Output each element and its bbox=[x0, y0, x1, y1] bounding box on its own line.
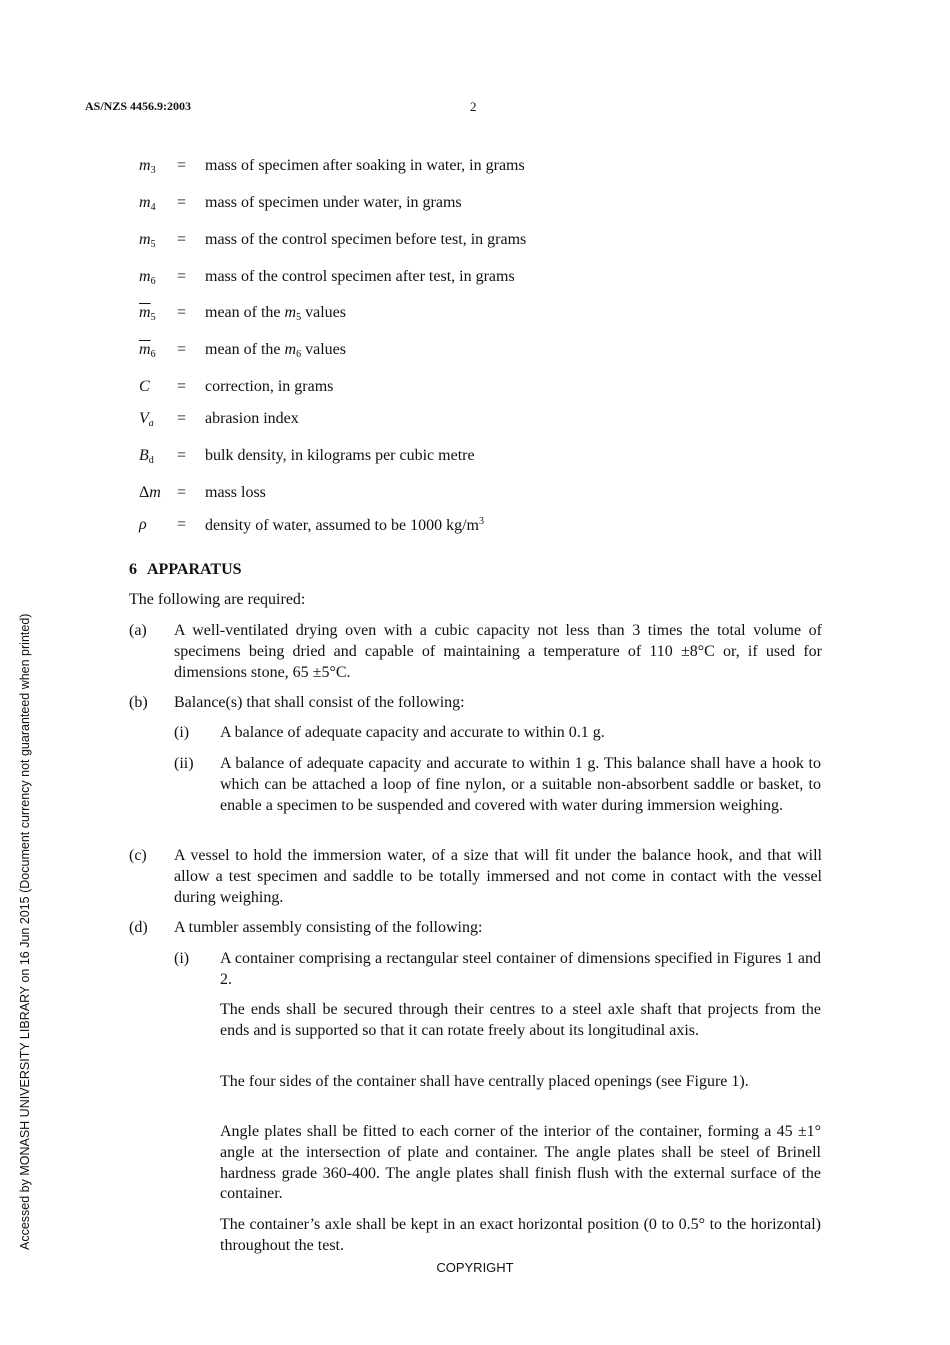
definition-text: correction, in grams bbox=[205, 378, 334, 395]
equals: = bbox=[177, 268, 187, 285]
list-label: (a) bbox=[129, 622, 147, 639]
section-number: 6 bbox=[129, 561, 137, 578]
definition-text: mass of specimen after soaking in water, in grams bbox=[205, 157, 525, 174]
symbol: $\overline{m}_6$ bbox=[139, 341, 156, 360]
copyright-footer: COPYRIGHT bbox=[436, 1260, 514, 1275]
definition-text: mass loss bbox=[205, 484, 266, 501]
list-label: (i) bbox=[174, 950, 190, 967]
list-text: A balance of adequate capacity and accurate to within 0.1 g. bbox=[220, 724, 605, 741]
symbol: $m_6$ bbox=[139, 268, 156, 287]
standard-id: AS/NZS 4456.9:2003 bbox=[85, 99, 192, 113]
symbol: $V_a$ bbox=[139, 410, 154, 429]
list-label: (c) bbox=[129, 847, 147, 864]
access-watermark: Accessed by MONASH UNIVERSITY LIBRARY on 16 Jun 2015 (Document currency not guaranteed when printed) bbox=[18, 613, 32, 1250]
paragraph-angle-plates: Angle plates shall be fitted to each corner of the interior of the container, forming a 45 ±1° angle at the intersection of plate and container. The angle plates shall be steel of Brinell hardness grade 360-400. The angle plates shall finish flush with the external surface of the container. bbox=[220, 1123, 821, 1203]
equals: = bbox=[177, 341, 187, 358]
equals: = bbox=[177, 410, 187, 427]
definition-text: mass of specimen under water, in grams bbox=[205, 194, 462, 211]
symbol: $m_3$ bbox=[139, 157, 156, 176]
list-text: A tumbler assembly consisting of the following: bbox=[174, 919, 483, 936]
section-intro: The following are required: bbox=[129, 591, 306, 608]
equals: = bbox=[177, 304, 187, 321]
paragraph-axle-shaft: The ends shall be secured through their centres to a steel axle shaft that projects from the ends and is supported so that it can rotate freely about its longitudinal axis. bbox=[220, 1001, 821, 1039]
equals: = bbox=[177, 194, 187, 211]
definition-text: mass of the control specimen after test, in grams bbox=[205, 268, 515, 285]
definition-text: mean of the $m_5$ values bbox=[205, 304, 346, 323]
list-text: A balance of adequate capacity and accurate to within 1 g. This balance shall have a hook to which can be attached a loop of fine nylon, or a suitable non-absorbent saddle or basket, to enable a specimen to be suspended and covered with water during immersion weighing. bbox=[220, 755, 821, 814]
list-text: A vessel to hold the immersion water, of a size that will fit under the balance hook, and that will allow a test specimen and saddle to be totally immersed and not come in contact with the vessel during weighing. bbox=[174, 847, 822, 906]
equals: = bbox=[177, 231, 187, 248]
list-text: Balance(s) that shall consist of the following: bbox=[174, 694, 465, 711]
equals: = bbox=[177, 516, 187, 533]
symbol: $B_d$ bbox=[139, 447, 154, 466]
symbol: Δm bbox=[139, 484, 161, 501]
list-label: (i) bbox=[174, 724, 190, 741]
paragraph-openings: The four sides of the container shall have centrally placed openings (see Figure 1). bbox=[220, 1073, 749, 1090]
paragraph-axle-position: The container’s axle shall be kept in an exact horizontal position (0 to 0.5° to the horizontal) throughout the test. bbox=[220, 1216, 821, 1254]
list-text: A well-ventilated drying oven with a cubic capacity not less than 3 times the total volume of specimens being dried and capable of maintaining a temperature of 110 ±8°C or, if used for dimensions stone, 65 ±5°C. bbox=[174, 622, 822, 681]
page-number: 2 bbox=[470, 99, 477, 114]
symbol: $\overline{m}_5$ bbox=[139, 304, 156, 323]
definition-text: bulk density, in kilograms per cubic metre bbox=[205, 447, 475, 464]
list-label: (d) bbox=[129, 919, 148, 936]
equals: = bbox=[177, 447, 187, 464]
definition-text: abrasion index bbox=[205, 410, 299, 427]
symbol: C bbox=[139, 378, 150, 395]
symbol: ρ bbox=[139, 516, 147, 533]
definition-text: density of water, assumed to be 1000 $kg/m^3$ bbox=[205, 516, 484, 534]
section-heading bbox=[129, 561, 242, 579]
definition-text: mean of the $m_6$ values bbox=[205, 341, 346, 360]
equals: = bbox=[177, 378, 187, 395]
equals: = bbox=[177, 484, 187, 501]
list-label: (ii) bbox=[174, 755, 194, 772]
equals: = bbox=[177, 157, 187, 174]
list-text: A container comprising a rectangular steel container of dimensions specified in Figures 1 and 2. bbox=[220, 950, 821, 988]
section-title: APPARATUS bbox=[147, 561, 242, 578]
definition-text: mass of the control specimen before test, in grams bbox=[205, 231, 527, 248]
symbol: $m_4$ bbox=[139, 194, 156, 213]
list-label: (b) bbox=[129, 694, 148, 711]
symbol: $m_5$ bbox=[139, 231, 156, 250]
